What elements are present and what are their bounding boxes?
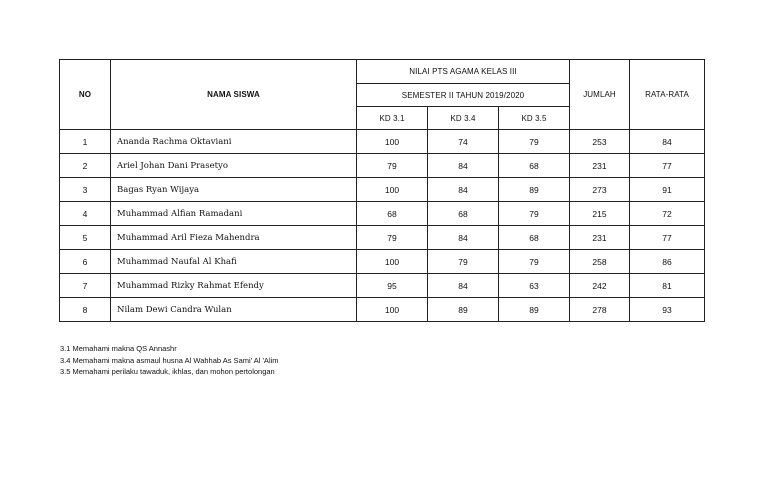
cell-kd-3-4: 84: [428, 226, 499, 250]
note-kd-3-1: 3.1 Memahami makna QS Annashr: [60, 344, 177, 353]
note-kd-3-5: 3.5 Memahami perilaku tawaduk, ikhlas, dan mohon pertolongan: [60, 367, 275, 376]
cell-kd-3-1: 100: [357, 298, 428, 322]
cell-name: Muhammad Rizky Rahmat Efendy: [111, 274, 357, 298]
cell-rata-rata: 86: [630, 250, 705, 274]
header-kd-3-4: KD 3.4: [428, 107, 499, 130]
table-row: [60, 130, 705, 154]
cell-kd-3-1: 79: [357, 226, 428, 250]
cell-kd-3-1: 100: [357, 250, 428, 274]
cell-rata-rata: 91: [630, 178, 705, 202]
cell-kd-3-4: 84: [428, 178, 499, 202]
header-group-title: NILAI PTS AGAMA KELAS III: [357, 60, 570, 84]
header-kd-3-5: KD 3.5: [499, 107, 570, 130]
cell-kd-3-5: 68: [499, 226, 570, 250]
cell-no: 5: [60, 226, 111, 250]
table-row: [60, 154, 705, 178]
cell-name: Muhammad Alfian Ramadani: [111, 202, 357, 226]
cell-name: Muhammad Naufal Al Khafi: [111, 250, 357, 274]
cell-rata-rata: 93: [630, 298, 705, 322]
cell-kd-3-5: 89: [499, 178, 570, 202]
cell-no: 6: [60, 250, 111, 274]
table-row: [60, 250, 705, 274]
cell-name: Muhammad Aril Fieza Mahendra: [111, 226, 357, 250]
cell-jumlah: 278: [570, 298, 630, 322]
cell-kd-3-1: 79: [357, 154, 428, 178]
cell-rata-rata: 72: [630, 202, 705, 226]
cell-kd-3-5: 89: [499, 298, 570, 322]
cell-name: Ariel Johan Dani Prasetyo: [111, 154, 357, 178]
cell-jumlah: 273: [570, 178, 630, 202]
cell-jumlah: 253: [570, 130, 630, 154]
cell-kd-3-1: 100: [357, 178, 428, 202]
note-kd-3-4: 3.4 Memahami makna asmaul husna Al Wahhab As Sami' Al 'Alim: [60, 355, 279, 365]
cell-jumlah: 215: [570, 202, 630, 226]
header-rata-rata: RATA-RATA: [630, 60, 705, 130]
cell-no: 2: [60, 154, 111, 178]
cell-kd-3-5: 79: [499, 250, 570, 274]
cell-name: Bagas Ryan Wijaya: [111, 178, 357, 202]
header-kd-3-1: KD 3.1: [357, 107, 428, 130]
table-row: [60, 226, 705, 250]
cell-kd-3-4: 74: [428, 130, 499, 154]
table-row: [60, 298, 705, 322]
kd-notes: [60, 343, 279, 378]
cell-kd-3-4: 84: [428, 154, 499, 178]
cell-jumlah: 242: [570, 274, 630, 298]
cell-kd-3-4: 68: [428, 202, 499, 226]
cell-kd-3-5: 79: [499, 202, 570, 226]
cell-kd-3-4: 84: [428, 274, 499, 298]
cell-jumlah: 231: [570, 154, 630, 178]
header-jumlah: JUMLAH: [570, 60, 630, 130]
cell-rata-rata: 84: [630, 130, 705, 154]
cell-rata-rata: 77: [630, 154, 705, 178]
cell-kd-3-5: 68: [499, 154, 570, 178]
cell-jumlah: 231: [570, 226, 630, 250]
table-row: [60, 178, 705, 202]
cell-kd-3-1: 95: [357, 274, 428, 298]
cell-jumlah: 258: [570, 250, 630, 274]
table-row: [60, 202, 705, 226]
cell-no: 8: [60, 298, 111, 322]
cell-kd-3-1: 68: [357, 202, 428, 226]
header-no: NO: [60, 60, 111, 130]
cell-kd-3-4: 89: [428, 298, 499, 322]
cell-kd-3-5: 63: [499, 274, 570, 298]
cell-rata-rata: 81: [630, 274, 705, 298]
cell-name: Nilam Dewi Candra Wulan: [111, 298, 357, 322]
grades-table: [59, 59, 705, 322]
cell-kd-3-5: 79: [499, 130, 570, 154]
cell-kd-3-4: 79: [428, 250, 499, 274]
cell-kd-3-1: 100: [357, 130, 428, 154]
header-group-subtitle: SEMESTER II TAHUN 2019/2020: [357, 84, 570, 107]
cell-no: 7: [60, 274, 111, 298]
cell-rata-rata: 77: [630, 226, 705, 250]
table-row: [60, 274, 705, 298]
cell-no: 1: [60, 130, 111, 154]
cell-name: Ananda Rachma Oktaviani: [111, 130, 357, 154]
cell-no: 4: [60, 202, 111, 226]
cell-no: 3: [60, 178, 111, 202]
header-nama-siswa: NAMA SISWA: [111, 60, 357, 130]
